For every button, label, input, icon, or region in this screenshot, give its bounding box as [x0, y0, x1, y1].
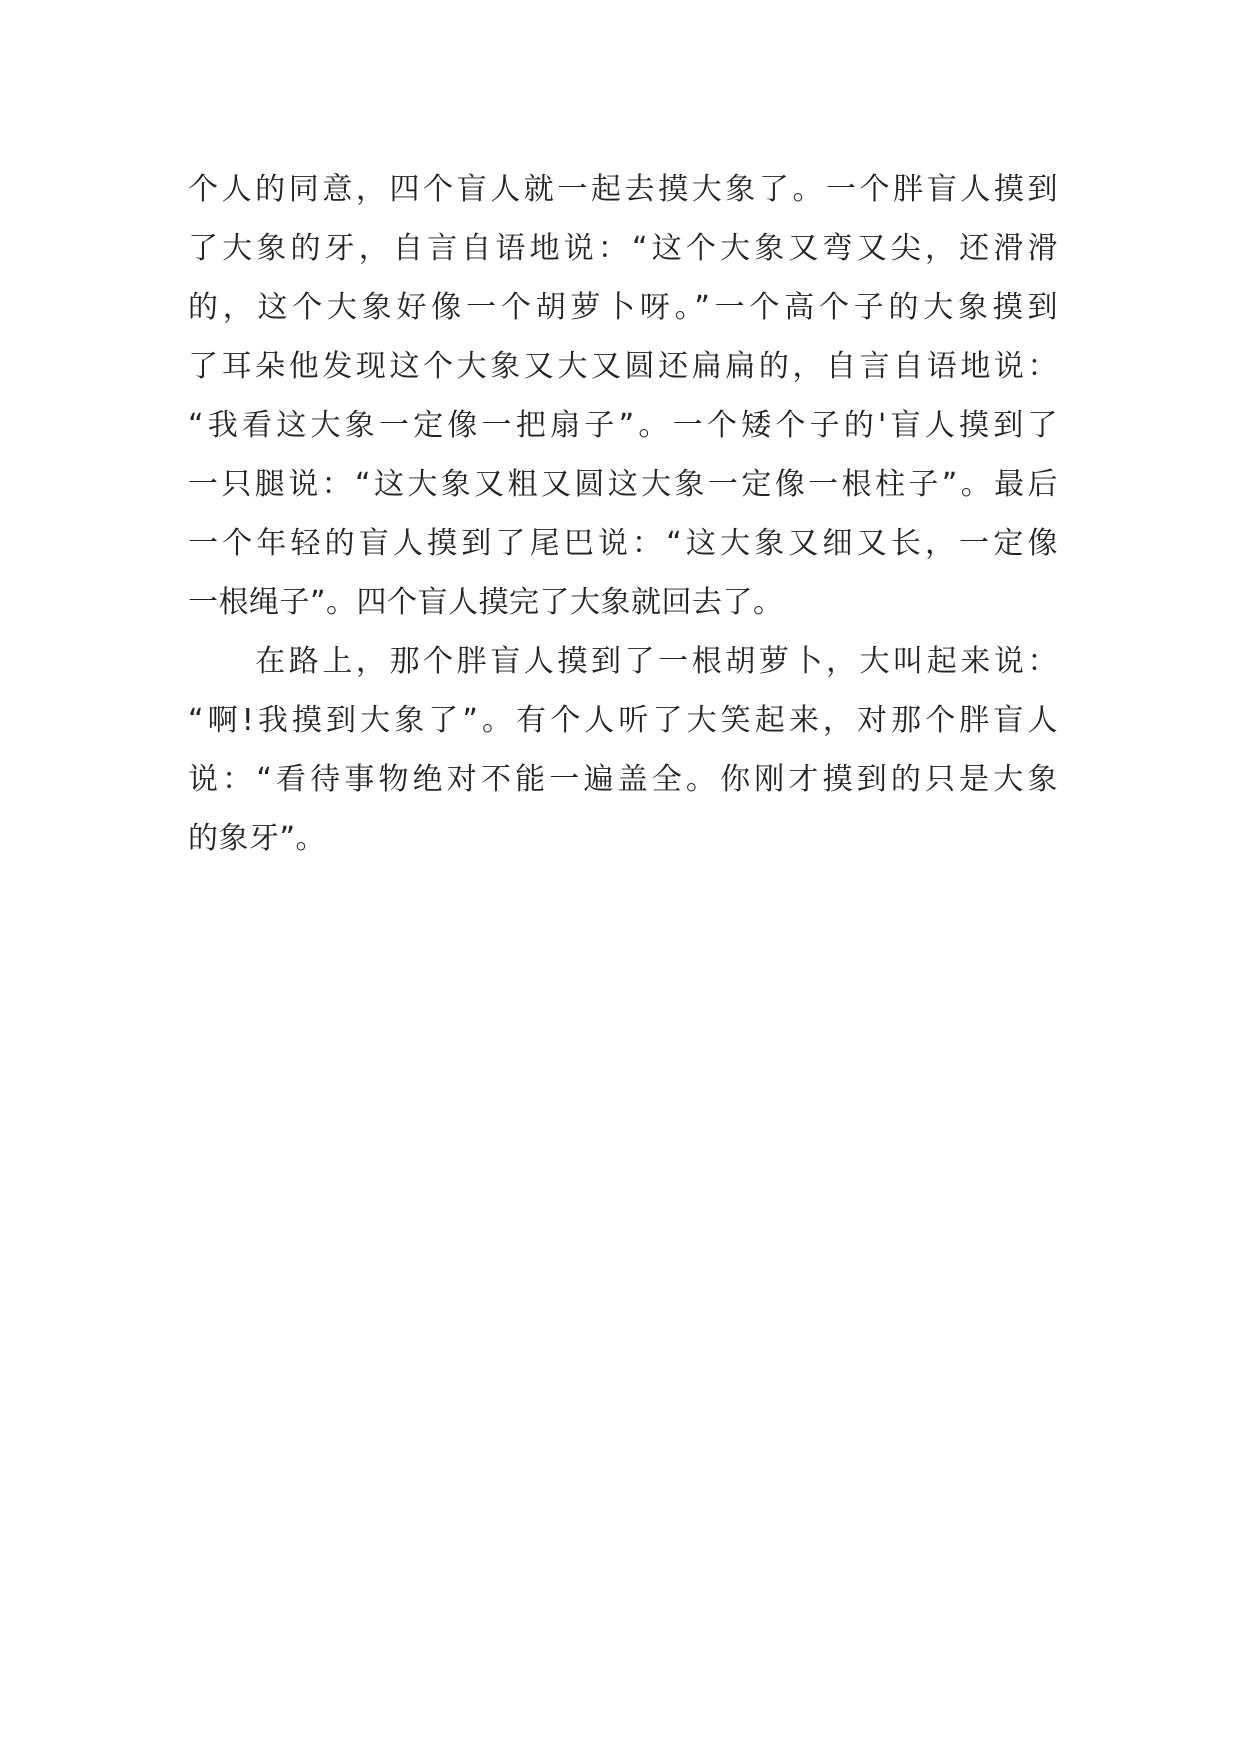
text-line: 一个年轻的盲人摸到了尾巴说：“这大象又细又长，一定像 — [188, 526, 1058, 561]
text-line: 的，这个大象好像一个胡萝卜呀。”一个高个子的大象摸到 — [188, 290, 1058, 325]
text-line: 一只腿说：“这大象又粗又圆这大象一定像一根柱子”。最后 — [188, 467, 1058, 502]
paragraph-2 — [188, 632, 1058, 868]
text-line: 说：“看待事物绝对不能一遍盖全。你刚才摸到的只是大象 — [188, 762, 1058, 797]
text-line: 一根绳子”。四个盲人摸完了大象就回去了。 — [188, 585, 784, 620]
body-text — [188, 160, 1058, 868]
text-line: 在路上，那个胖盲人摸到了一根胡萝卜，大叫起来说： — [188, 644, 1058, 679]
paragraph-1 — [188, 160, 1058, 632]
text-line: “啊!我摸到大象了”。有个人听了大笑起来，对那个胖盲人 — [188, 703, 1058, 738]
text-line: 个人的同意，四个盲人就一起去摸大象了。一个胖盲人摸到 — [188, 172, 1058, 207]
text-line: 的象牙”。 — [188, 821, 327, 856]
text-line: 了耳朵他发现这个大象又大又圆还扁扁的，自言自语地说： — [188, 349, 1058, 384]
text-line: 了大象的牙，自言自语地说：“这个大象又弯又尖，还滑滑 — [188, 231, 1058, 266]
text-line: “我看这大象一定像一把扇子”。一个矮个子的'盲人摸到了 — [188, 408, 1058, 443]
